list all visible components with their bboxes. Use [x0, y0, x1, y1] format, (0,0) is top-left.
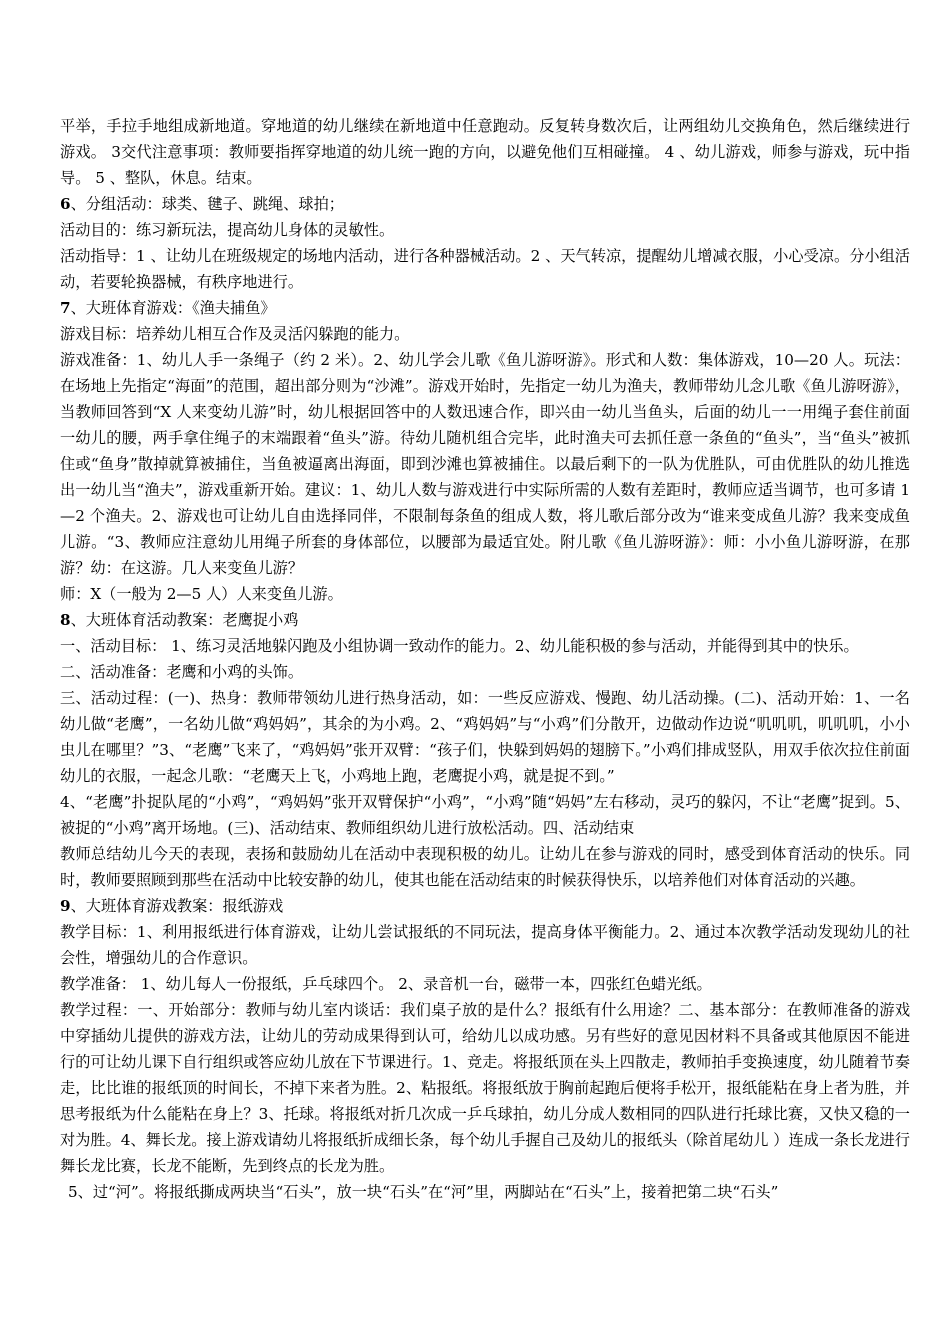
heading-number: 8 — [60, 611, 71, 629]
paragraph: 5、过“河”。将报纸撕成两块当“石头”，放一块“石头”在“河”里，两脚站在“石头”上，接着把第二块“石头” — [68, 1183, 779, 1201]
heading-text: 、大班体育游戏教案：报纸游戏 — [70, 897, 284, 915]
paragraph: 4、“老鹰”扑捉队尾的“小鸡”，“鸡妈妈”张开双臂保护“小鸡”，“小鸡”随“妈妈”左右移动，灵巧的躲闪，不让“老鹰”捉到。5、被捉的“小鸡”离开场地。(三)、活动结束、教师组织幼儿进行放松活动。四、活动结束 — [60, 793, 910, 837]
document-page — [60, 113, 910, 1205]
paragraph: 师：X（一般为 2—5 人）人来变鱼儿游。 — [60, 585, 343, 603]
heading-number: 6 — [60, 195, 71, 213]
paragraph: 活动指导：1 、让幼儿在班级规定的场地内活动，进行各种器械活动。2 、天气转凉，提醒幼儿增减衣服，小心受凉。分小组活动，若要轮换器械，有秩序地进行。 — [60, 247, 910, 291]
paragraph: 教学过程：一、开始部分：教师与幼儿室内谈话：我们桌子放的是什么？报纸有什么用途？二、基本部分：在教师准备的游戏中穿插幼儿提供的游戏方法，让幼儿的劳动成果得到认可，给幼儿以成功感。另有些好的意见因材料不具备或其他原因不能进行的可让幼儿课下自行组织或答应幼儿放在下节课进行。1、竞走。将报纸顶在头上四散走，教师拍手变换速度，幼儿随着节奏走，比比谁的报纸顶的时间长，不掉下来者为胜。2、粘报纸。将报纸放于胸前起跑后便将手松开，报纸能粘在身上者为胜，并思考报纸为什么能粘在身上？3、托球。将报纸对折几次成一乒乓球拍，幼儿分成人数相同的四队进行托球比赛，又快又稳的一对为胜。4、舞长龙。接上游戏请幼儿将报纸折成细长条，每个幼儿手握自己及幼儿的报纸头（除首尾幼儿 ）连成一条长龙进行舞长龙比赛，长龙不能断，先到终点的长龙为胜。 — [60, 1001, 910, 1175]
paragraph: 游戏目标：培养幼儿相互合作及灵活闪躲跑的能力。 — [60, 325, 410, 343]
paragraph: 二、活动准备：老鹰和小鸡的头饰。 — [60, 663, 303, 681]
heading-number: 7 — [60, 299, 71, 317]
section-heading-6 — [60, 191, 910, 217]
heading-number: 9 — [60, 897, 71, 915]
paragraph: 平举，手拉手地组成新地道。穿地道的幼儿继续在新地道中任意跑动。反复转身数次后，让两组幼儿交换角色，然后继续进行游戏。 3交代注意事项：教师要指挥穿地道的幼儿统一跑的方向，以避免他们互相碰撞。 4 、幼儿游戏，师参与游戏，玩中指导。 5 、整队，休息。结束。 — [60, 117, 910, 187]
paragraph: 游戏准备：1、幼儿人手一条绳子（约 2 米）。2、幼儿学会儿歌《鱼儿游呀游》。形式和人数：集体游戏，10—20 人。玩法：在场地上先指定“海面”的范围，超出部分则为“沙滩”。游戏开始时，先指定一幼儿为渔夫，教师带幼儿念儿歌《鱼儿游呀游》，当教师回答到“X 人来变幼儿游”时，幼儿根据回答中的人数迅速合作，即兴由一幼儿当鱼头，后面的幼儿一一用绳子套住前面一幼儿的腰，两手拿住绳子的末端跟着“鱼头”游。待幼儿随机组合完毕，此时渔夫可去抓任意一条鱼的“鱼头”，当“鱼头”被抓住或“鱼身”散掉就算被捕住，当鱼被逼离出海面，即到沙滩也算被捕住。以最后剩下的一队为优胜队，可由优胜队的幼儿推选出一幼儿当“渔夫”，游戏重新开始。建议：1、幼儿人数与游戏进行中实际所需的人数有差距时，教师应适当调节，也可多请 1—2 个渔夫。2、游戏也可让幼儿自由选择同伴，不限制每条鱼的组成人数，将儿歌后部分改为“谁来变成鱼儿游？我来变成鱼儿游。“3、教师应注意幼儿用绳子所套的身体部位，以腰部为最适宜处。附儿歌《鱼儿游呀游》：师：小小鱼儿游呀游，在那游？幼：在这游。几人来变鱼儿游？ — [60, 351, 910, 577]
heading-text: 、大班体育游戏：《渔夫捕鱼》 — [70, 299, 276, 317]
heading-text: 、大班体育活动教案：老鹰捉小鸡 — [70, 611, 299, 629]
paragraph: 一、活动目标： 1、练习灵活地躲闪跑及小组协调一致动作的能力。2、幼儿能积极的参与活动，并能得到其中的快乐。 — [60, 637, 859, 655]
section-heading-7 — [60, 295, 910, 321]
paragraph: 教学准备： 1、幼儿每人一份报纸，乒乓球四个。 2、录音机一台，磁带一本，四张红色蜡光纸。 — [60, 975, 712, 993]
heading-text: 、分组活动：球类、毽子、跳绳、球拍； — [70, 195, 344, 213]
paragraph: 活动目的：练习新玩法，提高幼儿身体的灵敏性。 — [60, 221, 395, 239]
section-heading-9 — [60, 893, 910, 919]
paragraph: 教学目标：1、利用报纸进行体育游戏，让幼儿尝试报纸的不同玩法，提高身体平衡能力。2、通过本次教学活动发现幼儿的社会性，增强幼儿的合作意识。 — [60, 923, 910, 967]
paragraph: 教师总结幼儿今天的表现，表扬和鼓励幼儿在活动中表现积极的幼儿。让幼儿在参与游戏的同时，感受到体育活动的快乐。同时，教师要照顾到那些在活动中比较安静的幼儿，使其也能在活动结束的时候获得快乐，以培养他们对体育活动的兴趣。 — [60, 845, 910, 889]
paragraph: 三、活动过程：(一)、热身：教师带领幼儿进行热身活动，如：一些反应游戏、慢跑、幼儿活动操。(二)、活动开始：1、一名幼儿做“老鹰”，一名幼儿做“鸡妈妈”，其余的为小鸡。2、“鸡妈妈”与“小鸡”们分散开，边做动作边说“叽叽叽，叽叽叽，小小虫儿在哪里？”3、“老鹰”飞来了，“鸡妈妈”张开双臂：“孩子们，快躲到妈妈的翅膀下。”小鸡们排成竖队，用双手依次拉住前面幼儿的衣服，一起念儿歌：“老鹰天上飞，小鸡地上跑，老鹰捉小鸡，就是捉不到。” — [60, 689, 910, 785]
section-heading-8 — [60, 607, 910, 633]
